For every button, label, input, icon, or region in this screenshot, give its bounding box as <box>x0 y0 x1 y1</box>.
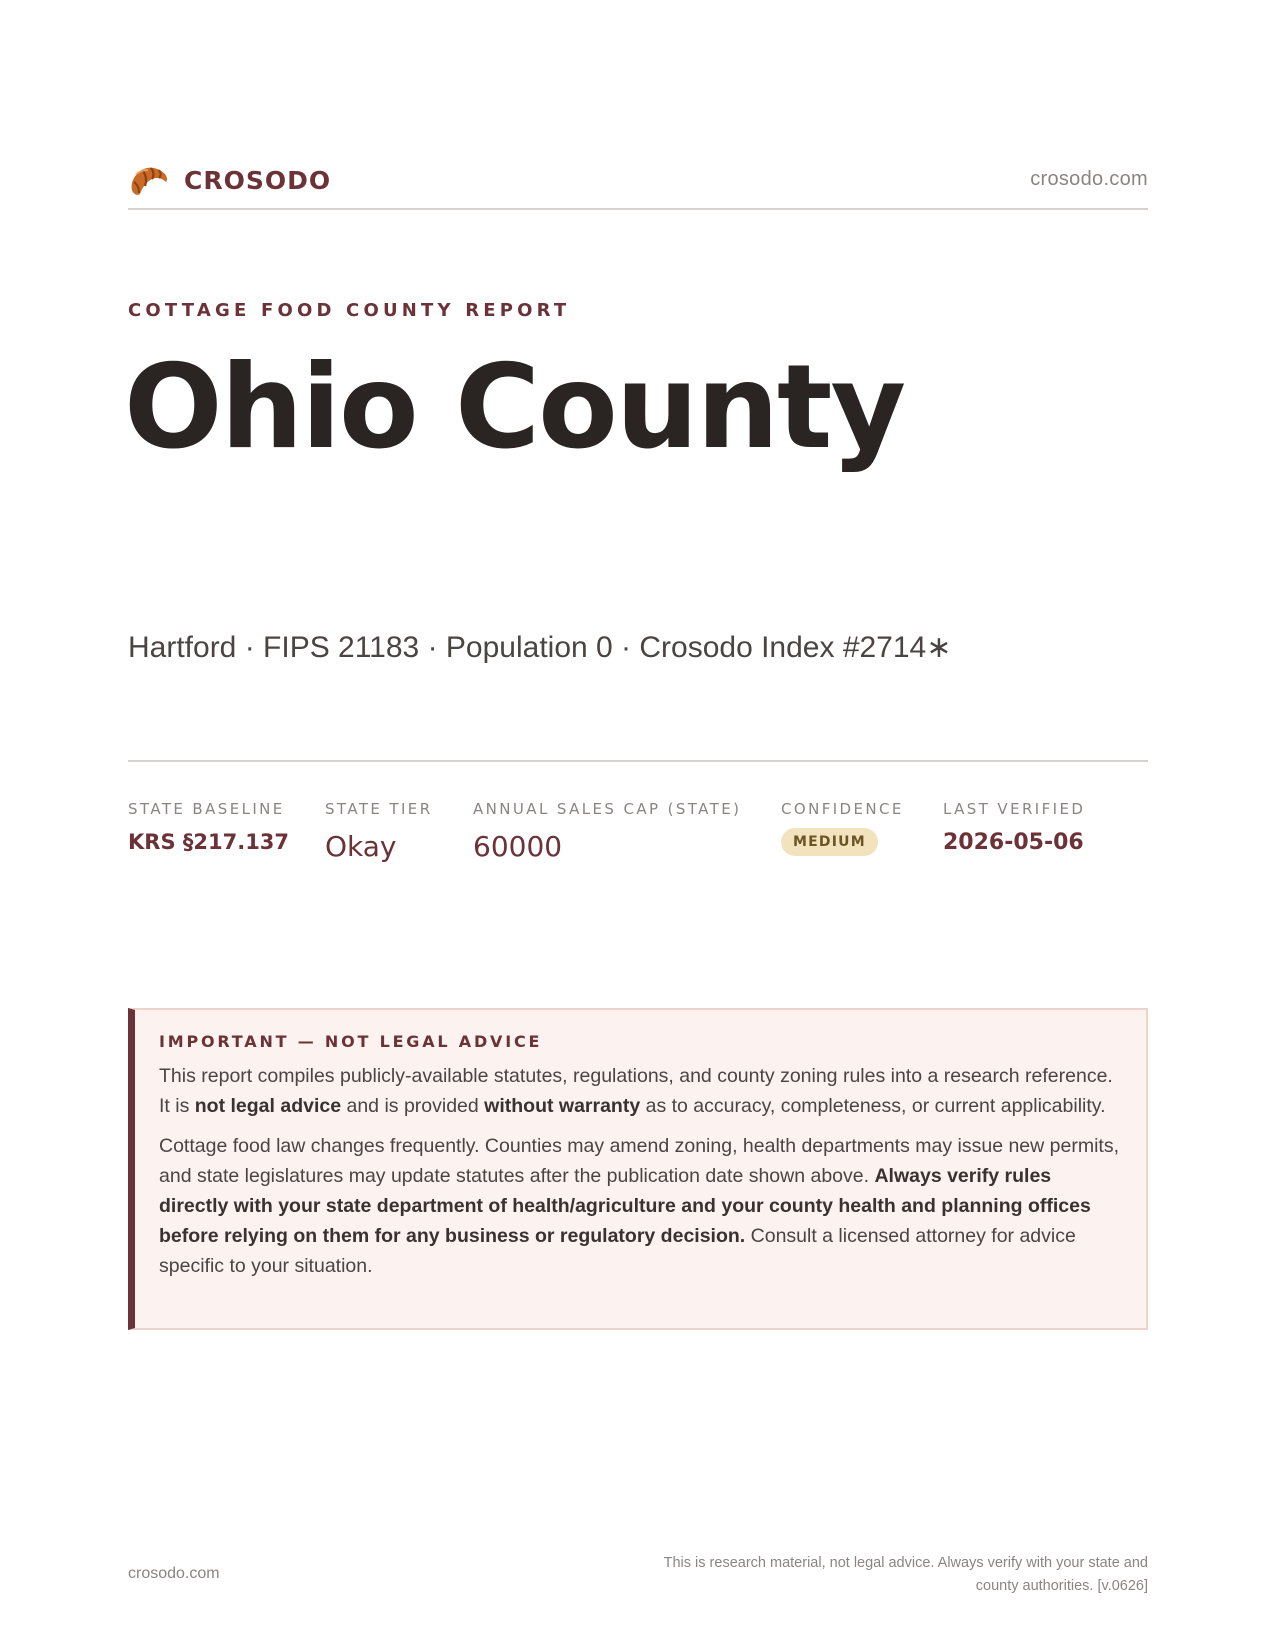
brand-name: CROSODO <box>184 165 332 195</box>
stat-label: LAST VERIFIED <box>943 800 1086 818</box>
stat-confidence <box>781 800 904 856</box>
notice-text: This report compiles publicly-available statutes, regulations, and county zoning rules into a research reference. It is <box>159 1065 1113 1117</box>
county-subtitle: Hartford · FIPS 21183 · Population 0 · Crosodo Index #2714∗ <box>128 631 952 664</box>
notice-text: Consult a licensed attorney for advice specific to your situation. <box>159 1225 1076 1277</box>
notice-emphasis: Always verify rules directly with your state department of health/agriculture and your county health and planning offices before relying on them for any business or regulatory decision. <box>159 1165 1091 1247</box>
report-eyebrow: COTTAGE FOOD COUNTY REPORT <box>128 300 571 321</box>
footer-site-url[interactable]: crosodo.com <box>128 1565 220 1582</box>
stat-annual-sales-cap <box>473 800 741 863</box>
stat-last-verified <box>943 800 1085 855</box>
stat-label: ANNUAL SALES CAP (STATE) <box>473 800 742 818</box>
legal-notice <box>128 1008 1148 1330</box>
notice-emphasis: without warranty <box>484 1095 641 1117</box>
stat-label: STATE BASELINE <box>128 800 285 818</box>
report-page <box>124 0 1148 1650</box>
notice-text: as to accuracy, completeness, or current applicability. <box>640 1095 1106 1117</box>
notice-text: Cottage food law changes frequently. Counties may amend zoning, health departments may issue new permits, and state legislatures may update statutes after the publication date shown above. <box>159 1135 1119 1187</box>
stat-state-baseline <box>128 800 289 854</box>
confidence-badge: MEDIUM <box>781 828 878 856</box>
notice-paragraph <box>159 1061 1120 1121</box>
site-url[interactable]: crosodo.com <box>1030 168 1148 190</box>
notice-paragraph <box>159 1131 1120 1281</box>
notice-emphasis: not legal advice <box>194 1095 342 1117</box>
stat-value: KRS §217.137 <box>128 830 290 854</box>
page-header <box>128 158 1148 210</box>
notice-text: and is provided <box>341 1095 485 1117</box>
stat-state-tier <box>325 800 433 863</box>
page-title: Ohio County <box>124 340 905 475</box>
notice-heading: IMPORTANT — NOT LEGAL ADVICE <box>159 1032 543 1051</box>
stat-label: CONFIDENCE <box>781 800 904 818</box>
stat-value: 2026-05-06 <box>943 830 1084 855</box>
stat-value: 60000 <box>473 830 563 863</box>
croissant-icon <box>128 160 170 200</box>
stat-value: Okay <box>325 830 397 863</box>
brand[interactable] <box>128 160 331 200</box>
footer-disclaimer: This is research material, not legal advice. Always verify with your state and county authorities. [v.0626] <box>663 1555 1148 1594</box>
stat-label: STATE TIER <box>325 800 433 818</box>
stats-row <box>128 760 1148 880</box>
